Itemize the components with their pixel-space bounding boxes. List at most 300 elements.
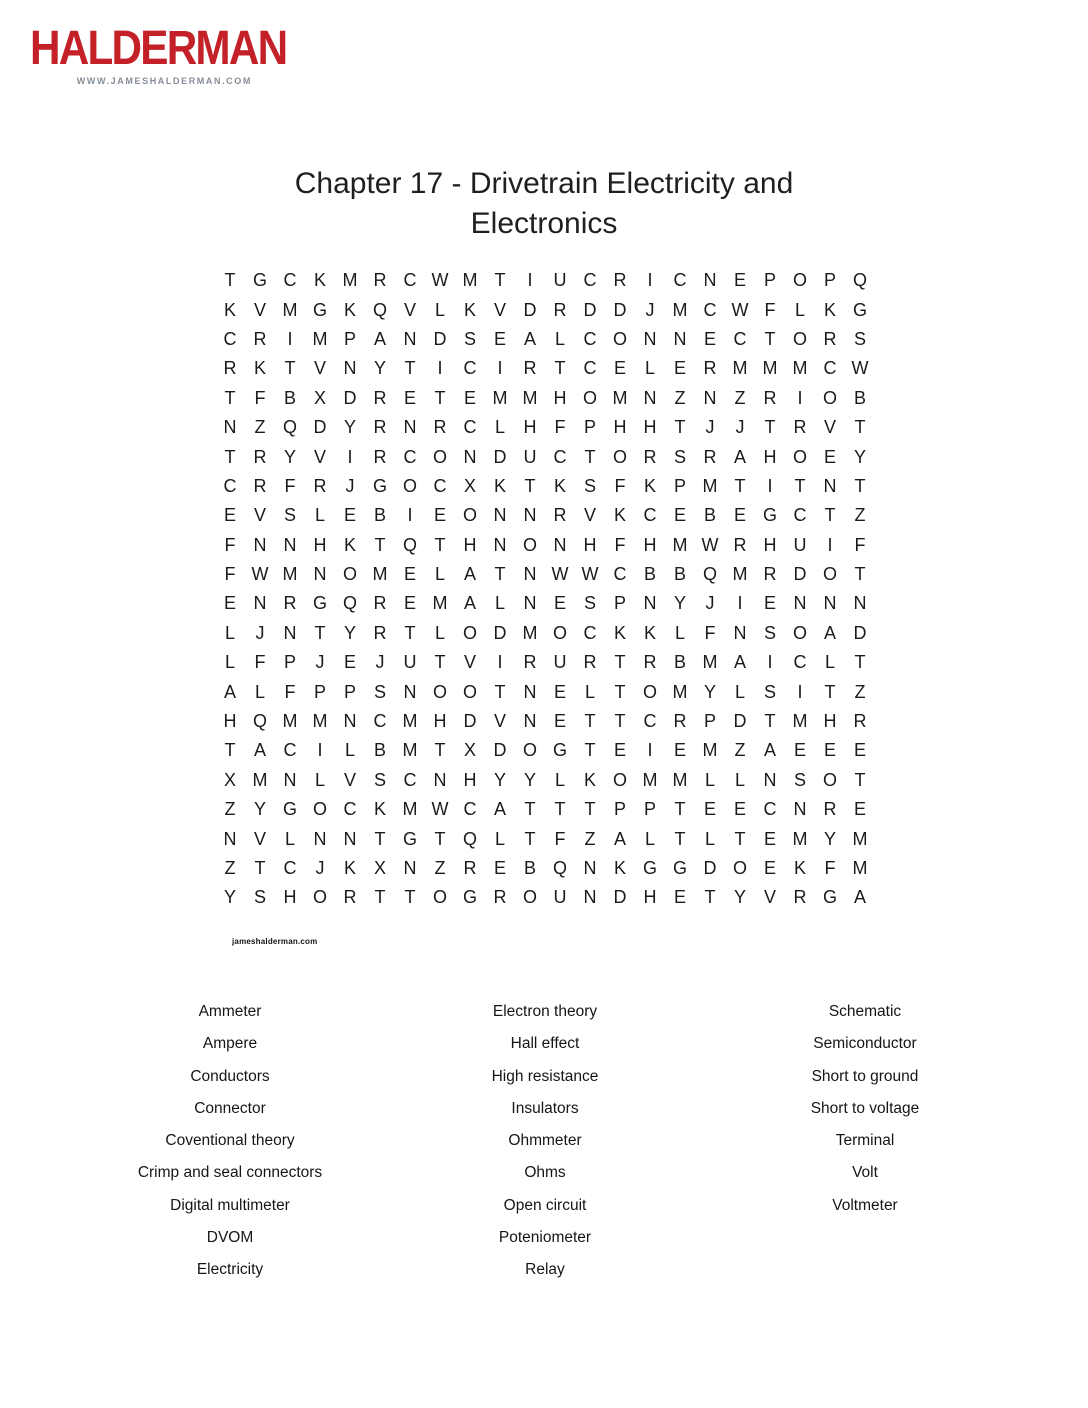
grid-cell: M [792, 828, 808, 849]
grid-cell: H [613, 417, 627, 438]
grid-cell: R [673, 711, 687, 732]
grid-cell: T [404, 622, 416, 643]
grid-cell: X [463, 475, 476, 496]
grid-cell: Y [733, 887, 746, 908]
grid-cell: N [793, 593, 807, 614]
grid-cell: M [252, 769, 268, 790]
grid-cell: M [312, 328, 328, 349]
grid-cell: N [283, 622, 297, 643]
grid-row [215, 325, 875, 354]
grid-cell: G [312, 299, 327, 320]
grid-cell: E [853, 740, 866, 761]
grid-cell: T [554, 358, 566, 379]
grid-cell: J [345, 475, 355, 496]
grid-cell: I [497, 358, 503, 379]
grid-cell: N [403, 328, 417, 349]
grid-cell: M [612, 387, 628, 408]
grid-cell: P [343, 328, 356, 349]
grid-cell: K [223, 299, 236, 320]
grid-cell: A [493, 799, 506, 820]
grid-cell: K [613, 505, 626, 526]
grid-cell: O [612, 769, 627, 790]
grid-cell: T [434, 387, 446, 408]
grid-cell: O [552, 622, 567, 643]
grid-cell: T [764, 417, 776, 438]
grid-cell: K [253, 358, 266, 379]
grid-cell: I [347, 446, 353, 467]
grid-cell: V [253, 299, 266, 320]
grid-cell: D [463, 711, 477, 732]
grid-cell: O [822, 769, 837, 790]
grid-cell: F [284, 475, 296, 496]
grid-cell: L [704, 828, 715, 849]
grid-cell: O [522, 740, 537, 761]
word-item: Voltmeter [832, 1196, 898, 1214]
grid-cell: N [583, 887, 597, 908]
grid-cell: N [253, 593, 267, 614]
grid-cell: V [493, 711, 506, 732]
grid-cell: M [852, 828, 868, 849]
grid-cell: E [463, 387, 476, 408]
grid-cell: C [463, 799, 477, 820]
grid-cell: T [824, 505, 836, 526]
grid-row [215, 295, 875, 324]
grid-cell: K [583, 769, 596, 790]
word-item: Poteniometer [498, 1229, 592, 1247]
grid-cell: R [523, 358, 537, 379]
grid-cell: N [553, 534, 567, 555]
grid-cell: R [553, 505, 567, 526]
grid-cell: M [372, 564, 388, 585]
grid-cell: N [703, 270, 717, 291]
grid-cell: L [704, 769, 715, 790]
grid-cell: I [767, 652, 773, 673]
grid-cell: Q [702, 564, 717, 585]
grid-row [215, 560, 875, 589]
grid-cell: T [224, 740, 236, 761]
grid-cell: P [613, 799, 626, 820]
grid-cell: C [463, 417, 477, 438]
grid-cell: T [614, 681, 626, 702]
grid-cell: M [672, 681, 688, 702]
grid-cell: Q [372, 299, 387, 320]
grid-cell: R [283, 593, 297, 614]
grid-cell: C [403, 446, 417, 467]
grid-cell: D [433, 328, 447, 349]
grid-cell: C [403, 270, 417, 291]
grid-cell: Z [224, 858, 236, 878]
grid-cell: S [763, 622, 776, 643]
grid-cell: S [583, 593, 596, 614]
grid-cell: D [703, 858, 717, 878]
grid-cell: C [223, 475, 237, 496]
grid-cell: Z [854, 505, 866, 526]
grid-row [215, 413, 875, 442]
grid-cell: V [313, 358, 326, 379]
grid-cell: F [254, 387, 266, 408]
grid-cell: T [494, 564, 506, 585]
grid-cell: Q [402, 534, 417, 555]
grid-cell: L [314, 769, 325, 790]
grid-cell: E [223, 505, 236, 526]
grid-cell: D [733, 711, 747, 732]
grid-cell: V [493, 299, 506, 320]
grid-cell: W [581, 564, 599, 585]
grid-cell: R [823, 799, 837, 820]
grid-cell: D [313, 417, 327, 438]
grid-cell: N [433, 769, 447, 790]
grid-cell: R [643, 652, 657, 673]
grid-cell: R [373, 387, 387, 408]
grid-cell: T [524, 799, 536, 820]
grid-cell: T [434, 534, 446, 555]
grid-cell: M [732, 564, 748, 585]
grid-cell: Y [283, 446, 296, 467]
grid-cell: O [432, 446, 447, 467]
grid-cell: O [792, 622, 807, 643]
grid-cell: T [434, 828, 446, 849]
grid-cell: N [343, 828, 357, 849]
grid-cell: C [643, 505, 657, 526]
grid-cell: R [583, 652, 597, 673]
grid-cell: L [284, 828, 295, 849]
grid-cell: V [823, 417, 836, 438]
grid-cell: M [402, 799, 418, 820]
word-item: Ohmmeter [508, 1132, 582, 1150]
word-item: DVOM [206, 1229, 254, 1247]
grid-cell: X [223, 769, 236, 790]
grid-cell: F [224, 564, 236, 585]
grid-cell: C [583, 622, 597, 643]
grid-cell: L [674, 622, 685, 643]
grid-cell: D [523, 299, 537, 320]
grid-cell: T [854, 417, 866, 438]
grid-cell: M [282, 711, 298, 732]
grid-cell: H [643, 887, 657, 908]
grid-cell: N [403, 417, 417, 438]
grid-cell: M [762, 358, 778, 379]
grid-cell: S [253, 887, 266, 908]
grid-cell: H [643, 417, 657, 438]
grid-cell: H [463, 534, 477, 555]
grid-cell: T [854, 564, 866, 585]
grid-cell: R [553, 299, 567, 320]
grid-cell: Y [343, 417, 356, 438]
grid-cell: R [493, 887, 507, 908]
grid-cell: N [223, 828, 237, 849]
grid-cell: E [823, 740, 836, 761]
grid-cell: M [672, 769, 688, 790]
grid-row [215, 707, 875, 736]
grid-cell: O [462, 505, 477, 526]
grid-cell: O [402, 475, 417, 496]
grid-cell: Y [373, 358, 386, 379]
grid-cell: O [792, 270, 807, 291]
grid-cell: T [584, 740, 596, 761]
grid-cell: N [643, 593, 657, 614]
grid-cell: H [463, 769, 477, 790]
grid-cell: S [283, 505, 296, 526]
grid-cell: U [793, 534, 807, 555]
grid-row [215, 384, 875, 413]
grid-row [215, 472, 875, 501]
grid-cell: S [463, 328, 476, 349]
grid-cell: R [253, 475, 267, 496]
grid-cell: I [797, 681, 803, 702]
grid-cell: N [493, 505, 507, 526]
grid-cell: L [434, 622, 445, 643]
grid-cell: Z [224, 799, 236, 820]
grid-cell: C [583, 328, 597, 349]
grid-cell: E [673, 740, 686, 761]
grid-cell: O [582, 387, 597, 408]
grid-cell: R [703, 358, 717, 379]
grid-cell: Z [734, 740, 746, 761]
grid-cell: C [733, 328, 747, 349]
grid-cell: T [524, 828, 536, 849]
grid-cell: A [253, 740, 266, 761]
grid-cell: Z [854, 681, 866, 702]
grid-cell: E [403, 564, 416, 585]
grid-cell: J [705, 593, 715, 614]
grid-cell: Q [852, 270, 867, 291]
grid-cell: C [583, 270, 597, 291]
grid-cell: R [853, 711, 867, 732]
grid-cell: R [823, 328, 837, 349]
grid-cell: E [553, 681, 566, 702]
grid-cell: A [733, 446, 746, 467]
grid-cell: D [493, 740, 507, 761]
grid-cell: E [733, 799, 746, 820]
grid-cell: N [403, 858, 417, 878]
grid-cell: N [403, 681, 417, 702]
grid-cell: R [253, 328, 267, 349]
grid-cell: S [793, 769, 806, 790]
grid-cell: C [763, 799, 777, 820]
grid-cell: T [734, 828, 746, 849]
grid-cell: E [763, 828, 776, 849]
grid-cell: M [852, 858, 868, 878]
grid-cell: N [823, 593, 837, 614]
grid-cell: P [283, 652, 296, 673]
word-item: Digital multimeter [170, 1196, 290, 1214]
grid-row [215, 354, 875, 383]
grid-cell: E [763, 593, 776, 614]
word-item: Ohms [524, 1164, 566, 1182]
grid-cell: T [854, 475, 866, 496]
grid-cell: C [613, 564, 627, 585]
word-item: Conductors [190, 1067, 270, 1085]
grid-cell: Y [673, 593, 686, 614]
grid-cell: O [612, 446, 627, 467]
grid-cell: N [253, 534, 267, 555]
grid-cell: R [763, 564, 777, 585]
grid-cell: Z [434, 858, 446, 878]
grid-cell: I [827, 534, 833, 555]
grid-cell: N [853, 593, 867, 614]
grid-row [215, 824, 875, 853]
grid-cell: S [853, 328, 866, 349]
grid-cell: C [643, 711, 657, 732]
grid-cell: D [793, 564, 807, 585]
grid-cell: L [734, 769, 745, 790]
grid-cell: I [437, 358, 443, 379]
grid-cell: C [793, 652, 807, 673]
grid-cell: H [433, 711, 447, 732]
grid-cell: B [523, 858, 536, 878]
grid-cell: E [823, 446, 836, 467]
grid-cell: S [583, 475, 596, 496]
grid-cell: K [343, 299, 356, 320]
grid-cell: X [373, 858, 386, 878]
grid-cell: S [373, 769, 386, 790]
grid-cell: T [404, 887, 416, 908]
grid-cell: L [344, 740, 355, 761]
grid-cell: K [313, 270, 326, 291]
grid-cell: E [733, 270, 746, 291]
grid-cell: T [224, 387, 236, 408]
grid-cell: L [254, 681, 265, 702]
word-item: Short to ground [811, 1067, 919, 1085]
grid-cell: R [793, 887, 807, 908]
word-search-grid [215, 266, 875, 913]
grid-cell: C [433, 475, 447, 496]
grid-cell: U [553, 887, 567, 908]
grid-row [215, 854, 875, 883]
grid-cell: E [493, 328, 506, 349]
grid-cell: R [643, 446, 657, 467]
grid-cell: N [463, 446, 477, 467]
grid-cell: V [253, 505, 266, 526]
grid-cell: E [703, 328, 716, 349]
grid-cell: R [223, 358, 237, 379]
grid-cell: N [643, 387, 657, 408]
grid-row [215, 648, 875, 677]
grid-cell: A [523, 328, 536, 349]
grid-cell: P [823, 270, 836, 291]
grid-cell: K [463, 299, 476, 320]
grid-cell: M [702, 740, 718, 761]
grid-cell: M [672, 299, 688, 320]
grid-cell: M [282, 299, 298, 320]
grid-cell: R [523, 652, 537, 673]
grid-cell: V [343, 769, 356, 790]
grid-cell: L [494, 828, 505, 849]
grid-cell: E [223, 593, 236, 614]
grid-cell: L [494, 417, 505, 438]
grid-cell: C [463, 358, 477, 379]
grid-cell: A [223, 681, 236, 702]
grid-cell: N [313, 564, 327, 585]
grid-cell: E [853, 799, 866, 820]
grid-cell: T [584, 799, 596, 820]
grid-cell: L [584, 681, 595, 702]
grid-cell: O [822, 564, 837, 585]
grid-cell: E [553, 711, 566, 732]
word-item: Hall effect [510, 1035, 580, 1053]
grid-row [215, 677, 875, 706]
word-item: High resistance [491, 1067, 599, 1085]
grid-cell: T [374, 534, 386, 555]
grid-cell: Q [552, 858, 567, 878]
grid-cell: D [583, 299, 597, 320]
grid-cell: M [402, 740, 418, 761]
grid-cell: P [583, 417, 596, 438]
grid-cell: O [432, 681, 447, 702]
grid-cell: I [287, 328, 293, 349]
grid-cell: P [613, 593, 626, 614]
grid-cell: N [313, 828, 327, 849]
grid-cell: H [223, 711, 237, 732]
grid-cell: O [792, 446, 807, 467]
grid-cell: R [373, 593, 387, 614]
grid-cell: A [463, 564, 476, 585]
grid-cell: R [253, 446, 267, 467]
grid-cell: E [343, 652, 356, 673]
grid-cell: M [342, 270, 358, 291]
grid-cell: I [647, 740, 653, 761]
grid-cell: M [792, 711, 808, 732]
halderman-logo-text: HALDERMAN [30, 22, 287, 75]
grid-cell: L [314, 505, 325, 526]
halderman-logo [30, 22, 287, 87]
grid-cell: N [493, 534, 507, 555]
grid-cell: U [403, 652, 417, 673]
grid-cell: G [852, 299, 867, 320]
grid-cell: H [523, 417, 537, 438]
grid-cell: R [313, 475, 327, 496]
grid-cell: C [283, 858, 297, 878]
word-item: Volt [852, 1164, 878, 1182]
grid-cell: V [583, 505, 596, 526]
grid-cell: K [643, 622, 656, 643]
grid-cell: K [343, 858, 356, 878]
grid-cell: H [763, 534, 777, 555]
grid-row [215, 589, 875, 618]
grid-cell: A [733, 652, 746, 673]
grid-cell: I [797, 387, 803, 408]
grid-cell: T [584, 446, 596, 467]
grid-cell: V [763, 887, 776, 908]
halderman-logo-url: WWW.JAMESHALDERMAN.COM [76, 76, 252, 87]
grid-cell: J [315, 652, 325, 673]
grid-cell: A [823, 622, 836, 643]
grid-cell: R [793, 417, 807, 438]
page-title-text: Chapter 17 - Drivetrain Electricity and Electronics [294, 167, 794, 241]
word-column-3 [700, 996, 1030, 1222]
grid-cell: C [373, 711, 387, 732]
grid-cell: J [255, 622, 265, 643]
grid-cell: E [733, 505, 746, 526]
grid-cell: Z [734, 387, 746, 408]
grid-cell: L [494, 593, 505, 614]
grid-cell: H [583, 534, 597, 555]
grid-cell: R [733, 534, 747, 555]
grid-cell: O [312, 887, 327, 908]
grid-cell: Y [493, 769, 506, 790]
grid-cell: R [373, 446, 387, 467]
grid-cell: G [642, 858, 657, 878]
grid-cell: S [373, 681, 386, 702]
grid-cell: P [763, 270, 776, 291]
grid-cell: Q [342, 593, 357, 614]
grid-cell: I [767, 475, 773, 496]
grid-cell: Y [343, 622, 356, 643]
grid-cell: B [673, 652, 686, 673]
grid-cell: K [793, 858, 806, 878]
grid-cell: O [612, 328, 627, 349]
grid-cell: D [343, 387, 357, 408]
